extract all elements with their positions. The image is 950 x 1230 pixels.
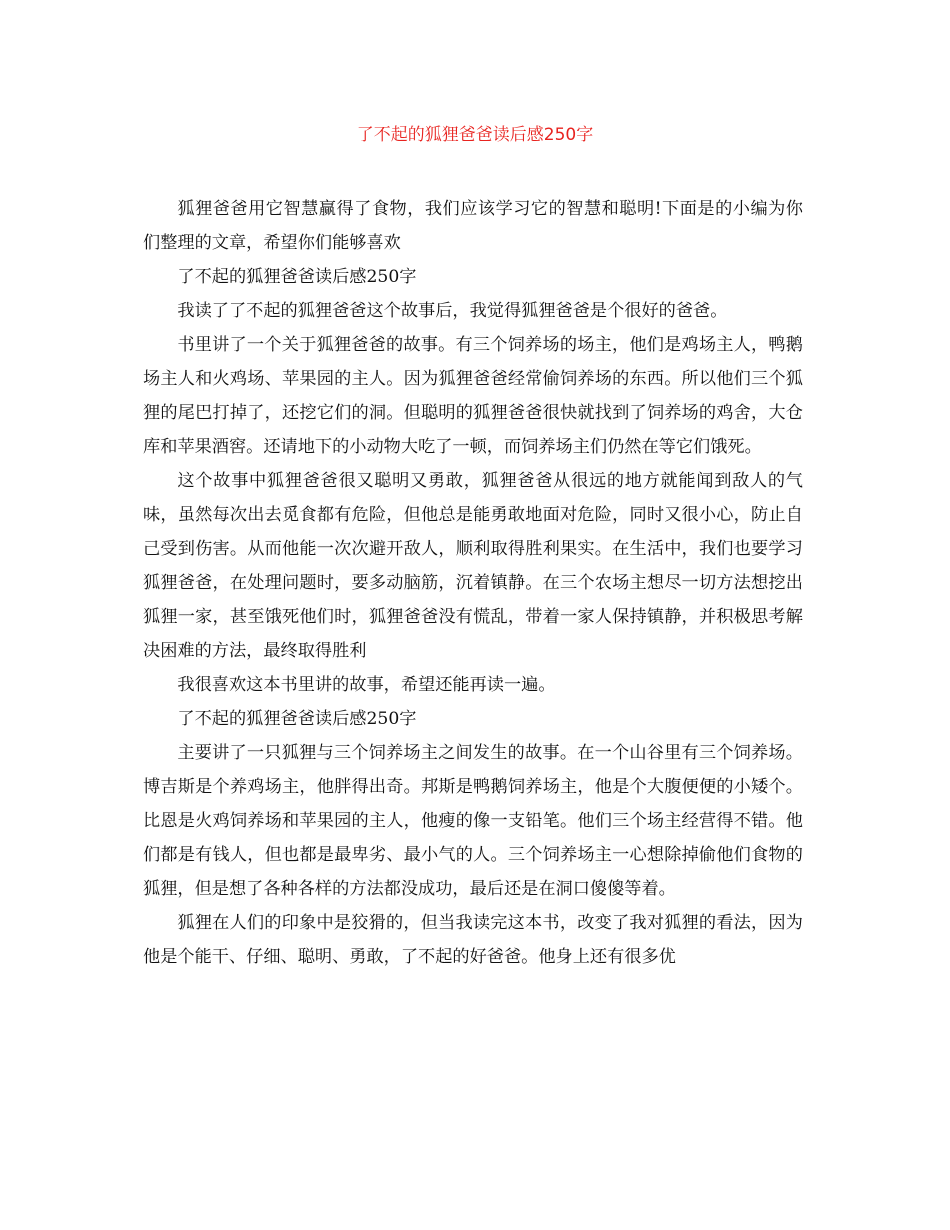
document-body (143, 192, 803, 974)
paragraph: 这个故事中狐狸爸爸很又聪明又勇敢，狐狸爸爸从很远的地方就能闻到敌人的气味，虽然每次出去觅食都有危险，但他总是能勇敢地面对危险，同时又很小心，防止自己受到伤害。从而他能一次次避开敌人，顺利取得胜利果实。在生活中，我们也要学习狐狸爸爸，在处理问题时，要多动脑筋，沉着镇静。在三个农场主想尽一切方法想挖出狐狸一家，甚至饿死他们时，狐狸爸爸没有慌乱，带着一家人保持镇静，并积极思考解决困难的方法，最终取得胜利 (143, 471, 803, 661)
paragraph: 我读了了不起的狐狸爸爸这个故事后，我觉得狐狸爸爸是个很好的爸爸。 (177, 301, 728, 321)
paragraph: 书里讲了一个关于狐狸爸爸的故事。有三个饲养场的场主，他们是鸡场主人，鸭鹅场主人和火鸡场、苹果园的主人。因为狐狸爸爸经常偷饲养场的东西。所以他们三个狐狸的尾巴打掉了，还挖它们的洞。但聪明的狐狸爸爸很快就找到了饲养场的鸡舍，大仓库和苹果酒窖。还请地下的小动物大吃了一顿，而饲养场主们仍然在等它们饿死。 (143, 335, 803, 457)
paragraph: 狐狸在人们的印象中是狡猾的，但当我读完这本书，改变了我对狐狸的看法，因为他是个能干、仔细、聪明、勇敢，了不起的好爸爸。他身上还有很多优 (143, 913, 803, 967)
section-heading-2: 了不起的狐狸爸爸读后感250字 (177, 709, 417, 729)
section-heading-1: 了不起的狐狸爸爸读后感250字 (177, 267, 417, 287)
paragraph: 主要讲了一只狐狸与三个饲养场主之间发生的故事。在一个山谷里有三个饲养场。博吉斯是个养鸡场主，他胖得出奇。邦斯是鸭鹅饲养场主，他是个大腹便便的小矮个。比恩是火鸡饲养场和苹果园的主人，他瘦的像一支铅笔。他们三个场主经营得不错。他们都是有钱人，但也都是最卑劣、最小气的人。三个饲养场主一心想除掉偷他们食物的狐狸，但是想了各种各样的方法都没成功，最后还是在洞口傻傻等着。 (143, 743, 803, 899)
document-title: 了不起的狐狸爸爸读后感250字 (356, 125, 594, 145)
paragraph-intro: 狐狸爸爸用它智慧赢得了食物，我们应该学习它的智慧和聪明!下面是的小编为你们整理的文章，希望你们能够喜欢 (143, 199, 803, 253)
paragraph: 我很喜欢这本书里讲的故事，希望还能再读一遍。 (177, 675, 556, 695)
